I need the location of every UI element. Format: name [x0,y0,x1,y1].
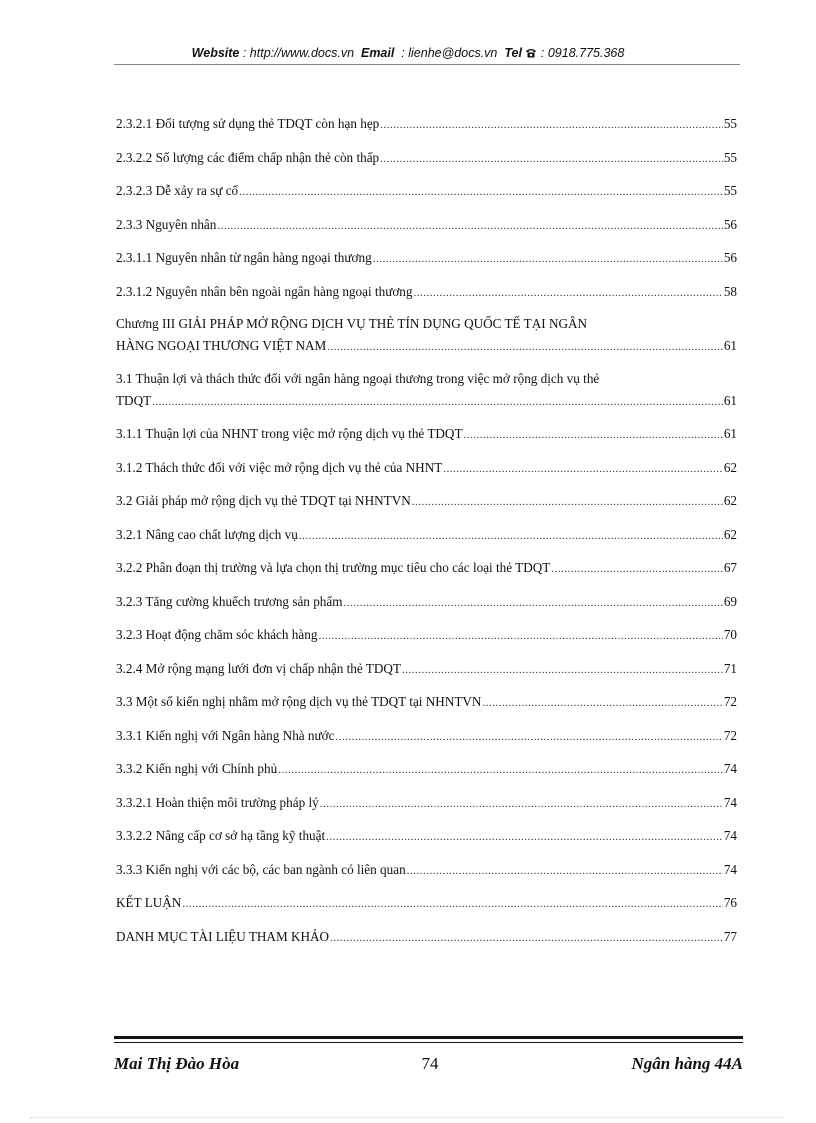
website-url[interactable]: : http://www.docs.vn [242,46,355,60]
toc-entry[interactable]: 3.2.4 Mở rộng mạng lưới đơn vị chấp nhận thẻ TDQT ..... 71 [116,653,737,687]
footer-page-number: 74 [421,1054,439,1073]
dot-leader [327,336,723,358]
toc-page-number: 62 [723,493,737,508]
toc-page-number: 76 [723,895,737,910]
telephone-icon [525,47,537,61]
page-bottom-border [30,1117,786,1118]
dot-leader [182,889,722,921]
dot-leader [217,211,722,243]
toc-entry[interactable]: 3.2 Giải pháp mở rộng dịch vụ thẻ TDQT tại NHNTVN ..... 62 [116,485,737,519]
page-footer [114,1054,743,1080]
dot-leader [239,177,723,209]
toc-page-number: 56 [723,216,737,232]
footer-author: Mai Thị Đào Hòa [114,1054,240,1073]
toc-page-number: 61 [723,426,737,441]
toc-entry[interactable]: 2.3.2.1 Đối tượng sử dụng thẻ TDQT còn hạn hẹp ..... 55 [116,108,737,142]
dot-leader [380,144,723,176]
footer-department: Ngân hàng 44A [631,1054,743,1073]
dot-leader [326,822,723,854]
toc-page-number: 72 [723,694,737,709]
dot-leader [551,554,722,586]
toc-page-number: 74 [723,794,737,810]
dot-leader [152,391,723,413]
dot-leader [299,521,723,553]
toc-page-number: 67 [723,560,737,575]
dot-leader [412,487,723,519]
dot-leader [278,755,723,787]
email-value[interactable]: : lienhe@docs.vn [401,46,498,60]
toc-page-number: 71 [723,660,737,676]
dot-leader [344,588,723,620]
toc-page-number: 56 [723,250,737,265]
toc-page-number: 62 [723,459,737,475]
toc-entry[interactable]: 3.3.2 Kiến nghị với Chính phủ ..... 74 [116,753,737,787]
website-label: Website [191,46,240,60]
toc-page-number: 58 [723,283,737,299]
dot-leader [336,722,723,754]
dot-leader [373,244,723,276]
toc-entry[interactable]: 3.1.2 Thách thức đối với việc mở rộng dịch vụ thẻ của NHNT ..... 62 [116,452,737,486]
toc-entry[interactable]: 2.3.1.1 Nguyên nhân từ ngân hàng ngoại thương ..... 56 [116,242,737,276]
toc-entry[interactable]: 3.3.3 Kiến nghị với các bộ, các ban ngành có liên quan ..... 74 [116,854,737,888]
toc-entry[interactable]: 3.3.2.1 Hoàn thiện môi trường pháp lý ..... 74 [116,787,737,821]
toc-page-number: 74 [723,761,737,776]
toc-page-number: 61 [723,338,737,353]
toc-page-number: 72 [723,727,737,743]
toc-page-number: 74 [723,861,737,877]
dot-leader [330,923,723,955]
toc-page-number: 62 [723,526,737,542]
toc-entry-conclusion[interactable]: KẾT LUẬN ..... 76 [116,887,737,921]
toc-page-number: 61 [723,392,737,408]
toc-entry[interactable]: 3.1.1 Thuận lợi của NHNT trong việc mở rộng dịch vụ thẻ TDQT ..... 61 [116,418,737,452]
toc-entry[interactable]: 2.3.3 Nguyên nhân ..... 56 [116,209,737,243]
dot-leader [464,420,723,452]
toc-page-number: 77 [723,928,737,944]
toc-entry[interactable]: 3.2.1 Nâng cao chất lượng dịch vụ ..... 62 [116,519,737,553]
dot-leader [414,278,723,310]
email-label: Email [360,46,395,60]
header-divider [114,64,740,65]
toc-entry[interactable]: 2.3.2.2 Số lượng các điểm chấp nhận thẻ còn thấp ..... 55 [116,142,737,176]
dot-leader [320,789,723,821]
tel-value: : 0918.775.368 [540,46,625,60]
footer-divider-thick [114,1036,743,1039]
toc-entry[interactable]: 2.3.1.2 Nguyên nhân bên ngoài ngân hàng ngoại thương ..... 58 [116,276,737,310]
toc-entry[interactable]: 2.3.2.3 Dễ xảy ra sự cố ..... 55 [116,175,737,209]
dot-leader [407,856,723,888]
dot-leader [380,110,723,142]
toc-page-number: 74 [723,828,737,843]
toc-entry[interactable]: 3.3.2.2 Nâng cấp cơ sở hạ tầng kỹ thuật ..... 74 [116,820,737,854]
toc-page-number: 55 [723,116,737,131]
toc-page-number: 70 [723,627,737,642]
dot-leader [443,454,723,486]
toc-entry[interactable]: 3.2.2 Phân đoạn thị trường và lựa chọn thị trường mục tiêu cho các loại thẻ TDQT ..... 67 [116,552,737,586]
footer-divider-thin [114,1042,743,1043]
dot-leader [318,621,722,653]
toc-entry[interactable]: 3.2.3 Hoạt động chăm sóc khách hàng ..... 70 [116,619,737,653]
page-header [0,46,816,61]
toc-entry-references[interactable]: DANH MỤC TÀI LIỆU THAM KHẢO ..... 77 [116,921,737,955]
table-of-contents [116,108,737,954]
toc-page-number: 55 [723,149,737,165]
dot-leader [402,655,723,687]
toc-entry[interactable]: 3.2.3 Tăng cường khuếch trương sản phẩm ..... 69 [116,586,737,620]
tel-label: Tel [504,46,522,60]
toc-page-number: 69 [723,593,737,609]
toc-entry[interactable]: 3.1 Thuận lợi và thách thức đối với ngân hàng ngoại thương trong việc mở rộng dịch vụ thẻ TDQT ..... 61 [116,364,737,419]
toc-entry-chapter-3[interactable]: Chương III GIẢI PHÁP MỞ RỘNG DỊCH VỤ THẺ TÍN DỤNG QUỐC TẾ TẠI NGÂN HÀNG NGOẠI THƯƠNG VIỆT NAM ..... 61 [116,309,737,364]
toc-page-number: 55 [723,183,737,198]
toc-entry[interactable]: 3.3 Một số kiến nghị nhằm mở rộng dịch vụ thẻ TDQT tại NHNTVN ..... 72 [116,686,737,720]
dot-leader [482,688,722,720]
toc-entry[interactable]: 3.3.1 Kiến nghị với Ngân hàng Nhà nước ..... 72 [116,720,737,754]
